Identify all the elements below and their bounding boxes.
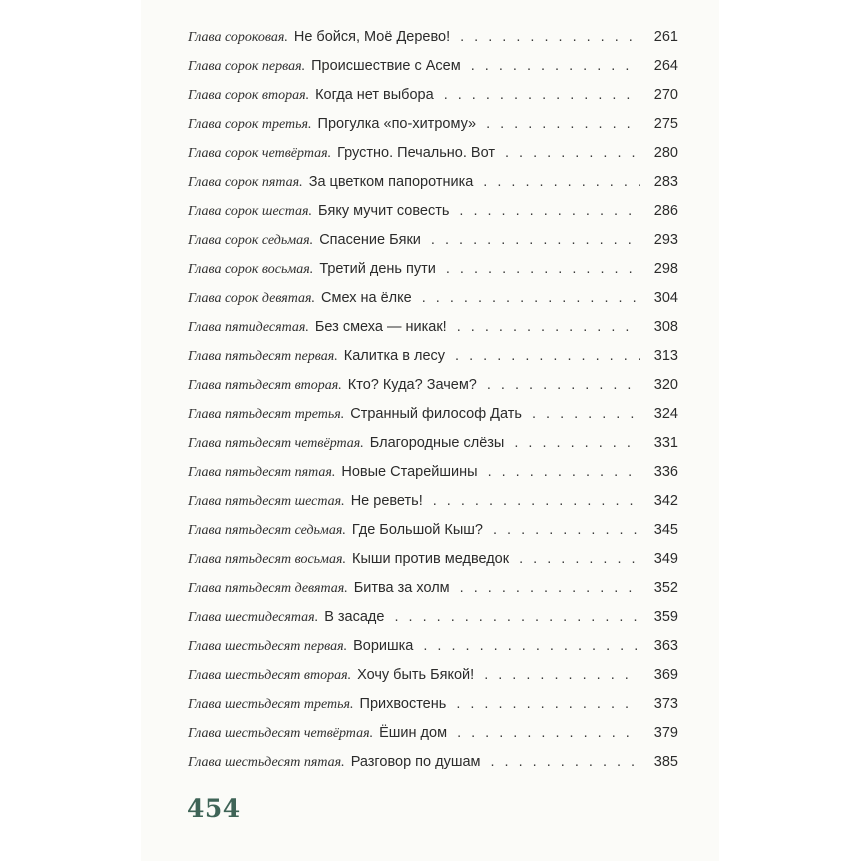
toc-entry bbox=[188, 435, 678, 464]
chapter-label: Глава сорок четвёртая. bbox=[188, 146, 332, 161]
dot-leader bbox=[422, 290, 640, 306]
chapter-page-number: 369 bbox=[653, 667, 678, 683]
dot-leader bbox=[394, 609, 640, 625]
chapter-page-number: 308 bbox=[653, 319, 678, 335]
chapter-title: Когда нет выбора bbox=[315, 87, 434, 103]
dot-leader bbox=[423, 638, 640, 654]
page-number: 454 bbox=[187, 794, 241, 823]
toc-entry bbox=[188, 116, 678, 145]
dot-leader bbox=[433, 493, 640, 509]
chapter-page-number: 298 bbox=[653, 261, 678, 277]
chapter-page-number: 286 bbox=[653, 203, 678, 219]
chapter-label: Глава шестьдесят пятая. bbox=[188, 755, 345, 770]
dot-leader bbox=[519, 551, 640, 567]
dot-leader bbox=[488, 464, 640, 480]
chapter-label: Глава шестидесятая. bbox=[188, 610, 319, 625]
dot-leader bbox=[514, 435, 640, 451]
chapter-label: Глава сорок первая. bbox=[188, 59, 306, 74]
chapter-page-number: 385 bbox=[653, 754, 678, 770]
chapter-title: Новые Старейшины bbox=[341, 464, 478, 480]
chapter-title: Разговор по душам bbox=[350, 754, 481, 770]
chapter-page-number: 283 bbox=[653, 174, 678, 190]
toc-entry bbox=[188, 667, 678, 696]
dot-leader bbox=[486, 116, 640, 132]
chapter-label: Глава пятьдесят восьмая. bbox=[188, 552, 346, 567]
chapter-label: Глава сорок шестая. bbox=[188, 204, 312, 219]
chapter-label: Глава сорок третья. bbox=[188, 117, 312, 132]
chapter-page-number: 352 bbox=[653, 580, 678, 596]
chapter-title: Третий день пути bbox=[319, 261, 436, 277]
chapter-title: Благородные слёзы bbox=[369, 435, 505, 451]
toc-entry bbox=[188, 522, 678, 551]
dot-leader bbox=[471, 58, 640, 74]
dot-leader bbox=[484, 667, 640, 683]
chapter-label: Глава сорок восьмая. bbox=[188, 262, 314, 277]
table-of-contents bbox=[188, 29, 678, 783]
toc-entry bbox=[188, 203, 678, 232]
toc-entry bbox=[188, 406, 678, 435]
chapter-page-number: 324 bbox=[653, 406, 678, 422]
chapter-page-number: 264 bbox=[653, 58, 678, 74]
chapter-title: Без смеха — никак! bbox=[314, 319, 447, 335]
toc-entry bbox=[188, 754, 678, 783]
chapter-label: Глава шестьдесят вторая. bbox=[188, 668, 352, 683]
chapter-title: Бяку мучит совесть bbox=[318, 203, 450, 219]
dot-leader bbox=[455, 348, 640, 364]
dot-leader bbox=[505, 145, 640, 161]
chapter-title: За цветком папоротника bbox=[308, 174, 474, 190]
chapter-label: Глава шестьдесят первая. bbox=[188, 639, 348, 654]
chapter-title: Прогулка «по-хитрому» bbox=[317, 116, 477, 132]
toc-entry bbox=[188, 551, 678, 580]
chapter-page-number: 363 bbox=[653, 638, 678, 654]
chapter-label: Глава пятидесятая. bbox=[188, 320, 309, 335]
dot-leader bbox=[532, 406, 640, 422]
chapter-page-number: 280 bbox=[653, 145, 678, 161]
chapter-title: Калитка в лесу bbox=[343, 348, 446, 364]
chapter-title: Не бойся, Моё Дерево! bbox=[293, 29, 451, 45]
chapter-title: Ёшин дом bbox=[379, 725, 448, 741]
dot-leader bbox=[457, 725, 640, 741]
chapter-page-number: 320 bbox=[653, 377, 678, 393]
chapter-label: Глава шестьдесят третья. bbox=[188, 697, 354, 712]
dot-leader bbox=[493, 522, 640, 538]
chapter-page-number: 270 bbox=[653, 87, 678, 103]
dot-leader bbox=[456, 696, 640, 712]
chapter-label: Глава пятьдесят седьмая. bbox=[188, 523, 346, 538]
toc-entry bbox=[188, 261, 678, 290]
chapter-page-number: 336 bbox=[653, 464, 678, 480]
chapter-page-number: 345 bbox=[653, 522, 678, 538]
chapter-label: Глава сорок седьмая. bbox=[188, 233, 314, 248]
chapter-title: Кыши против медведок bbox=[352, 551, 510, 567]
chapter-label: Глава сороковая. bbox=[188, 30, 288, 45]
toc-entry bbox=[188, 493, 678, 522]
toc-entry bbox=[188, 377, 678, 406]
chapter-title: Битва за холм bbox=[353, 580, 450, 596]
dot-leader bbox=[483, 174, 640, 190]
chapter-label: Глава пятьдесят четвёртая. bbox=[188, 436, 364, 451]
chapter-page-number: 261 bbox=[653, 29, 678, 45]
chapter-label: Глава пятьдесят вторая. bbox=[188, 378, 342, 393]
toc-entry bbox=[188, 29, 678, 58]
chapter-title: Спасение Бяки bbox=[319, 232, 421, 248]
chapter-label: Глава сорок пятая. bbox=[188, 175, 303, 190]
chapter-label: Глава сорок вторая. bbox=[188, 88, 310, 103]
chapter-label: Глава пятьдесят шестая. bbox=[188, 494, 345, 509]
dot-leader bbox=[490, 754, 640, 770]
dot-leader bbox=[457, 319, 640, 335]
chapter-label: Глава пятьдесят первая. bbox=[188, 349, 338, 364]
chapter-label: Глава сорок девятая. bbox=[188, 291, 316, 306]
chapter-page-number: 379 bbox=[653, 725, 678, 741]
chapter-page-number: 349 bbox=[653, 551, 678, 567]
dot-leader bbox=[460, 580, 640, 596]
chapter-title: Не реветь! bbox=[350, 493, 423, 509]
chapter-label: Глава пятьдесят пятая. bbox=[188, 465, 336, 480]
toc-entry bbox=[188, 87, 678, 116]
chapter-title: Прихвостень bbox=[359, 696, 447, 712]
chapter-title: Смех на ёлке bbox=[321, 290, 412, 306]
toc-entry bbox=[188, 725, 678, 754]
toc-entry bbox=[188, 174, 678, 203]
dot-leader bbox=[444, 87, 640, 103]
chapter-title: Кто? Куда? Зачем? bbox=[347, 377, 477, 393]
chapter-page-number: 313 bbox=[653, 348, 678, 364]
dot-leader bbox=[487, 377, 640, 393]
chapter-page-number: 331 bbox=[653, 435, 678, 451]
toc-entry bbox=[188, 58, 678, 87]
toc-entry bbox=[188, 290, 678, 319]
chapter-title: В засаде bbox=[324, 609, 385, 625]
chapter-title: Где Большой Кыш? bbox=[351, 522, 483, 538]
toc-entry bbox=[188, 609, 678, 638]
chapter-page-number: 373 bbox=[653, 696, 678, 712]
toc-entry bbox=[188, 638, 678, 667]
toc-entry bbox=[188, 696, 678, 725]
chapter-label: Глава пятьдесят девятая. bbox=[188, 581, 348, 596]
chapter-page-number: 293 bbox=[653, 232, 678, 248]
chapter-label: Глава шестьдесят четвёртая. bbox=[188, 726, 374, 741]
dot-leader bbox=[431, 232, 640, 248]
chapter-title: Воришка bbox=[353, 638, 414, 654]
chapter-title: Грустно. Печально. Вот bbox=[337, 145, 495, 161]
dot-leader bbox=[459, 203, 640, 219]
chapter-title: Происшествие с Асем bbox=[311, 58, 461, 74]
toc-entry bbox=[188, 319, 678, 348]
chapter-page-number: 359 bbox=[653, 609, 678, 625]
dot-leader bbox=[446, 261, 640, 277]
chapter-page-number: 275 bbox=[653, 116, 678, 132]
chapter-title: Странный философ Дать bbox=[350, 406, 522, 422]
chapter-page-number: 342 bbox=[653, 493, 678, 509]
toc-entry bbox=[188, 145, 678, 174]
toc-entry bbox=[188, 580, 678, 609]
chapter-label: Глава пятьдесят третья. bbox=[188, 407, 345, 422]
toc-entry bbox=[188, 232, 678, 261]
toc-entry bbox=[188, 348, 678, 377]
dot-leader bbox=[460, 29, 640, 45]
chapter-title: Хочу быть Бякой! bbox=[357, 667, 475, 683]
toc-entry bbox=[188, 464, 678, 493]
chapter-page-number: 304 bbox=[653, 290, 678, 306]
